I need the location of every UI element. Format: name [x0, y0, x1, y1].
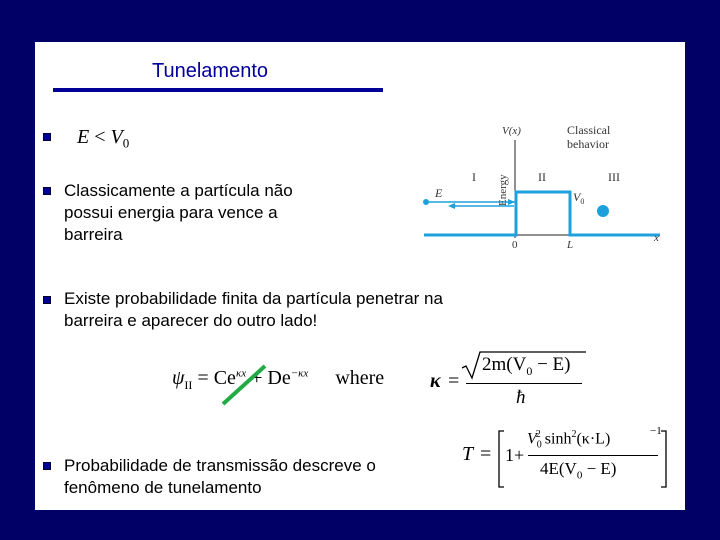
energy-axis-label: Energy — [497, 174, 509, 206]
particle-dot-region-iii — [597, 205, 609, 217]
t-fraction-bar — [528, 455, 658, 456]
t-one-plus: 1+ — [505, 445, 525, 465]
t-den-end: − E) — [582, 459, 617, 478]
t-num-sup: 2 — [535, 429, 541, 440]
vx-label: V(x) — [502, 125, 521, 137]
slide — [35, 42, 685, 510]
strike-mark — [215, 360, 275, 410]
kappa-symbol: κ — [430, 370, 441, 392]
kappa-equation — [430, 348, 590, 414]
region-ii-label: II — [538, 170, 546, 184]
bullet-line: Existe probabilidade finita da partícula penetrar na — [64, 289, 443, 308]
kappa-num-end: − E) — [532, 354, 571, 375]
particle-dot — [423, 199, 429, 205]
classical-label: Classical — [567, 123, 611, 137]
t-numerator — [527, 429, 610, 451]
transmission-equation — [460, 425, 675, 505]
l-label: L — [567, 239, 574, 251]
v0-var: V — [573, 190, 581, 204]
kappa-num-sub: 0 — [526, 363, 533, 378]
v0-label — [573, 190, 584, 206]
bullet-icon — [43, 133, 51, 141]
t-symbol: T — [462, 443, 474, 465]
energy-var: E — [77, 126, 90, 148]
where-word: where — [335, 367, 385, 389]
psi-symbol: ψ — [172, 367, 185, 389]
psi-subscript: II — [184, 378, 193, 392]
kappa-numerator — [482, 354, 570, 379]
t-num-v: V — [527, 430, 537, 448]
potential-curve — [424, 192, 660, 235]
x-axis-label: x — [654, 232, 659, 244]
behavior-label: behavior — [567, 137, 609, 151]
zero-label: 0 — [512, 239, 518, 251]
bullet-line: Classicamente a partícula não — [64, 181, 293, 200]
green-strike-line — [223, 366, 265, 404]
psi-exponent-2: −κx — [290, 367, 309, 380]
title-underline — [53, 88, 383, 92]
psi-plus-d: + De — [246, 367, 291, 389]
e-label: E — [435, 186, 443, 200]
potential-var: V — [110, 126, 123, 148]
t-num-arg: (κ·L) — [576, 430, 611, 448]
incident-arrowhead — [508, 199, 515, 205]
t-denominator — [540, 459, 616, 481]
bullet-line: barreira e aparecer do outro lado! — [64, 311, 318, 330]
bullet-condition — [77, 126, 129, 154]
hbar-symbol: ħ — [516, 387, 526, 408]
t-num-sub: 0 — [536, 439, 542, 451]
kappa-num-start: 2m(V — [482, 354, 527, 375]
bullet-classical — [64, 180, 293, 246]
t-exponent: −1 — [650, 425, 662, 437]
psi-equals-c: = C — [192, 367, 228, 389]
fraction-bar — [466, 383, 582, 384]
bullet-icon — [43, 187, 51, 195]
v0-sub: 0 — [580, 197, 585, 206]
psi-e1: e — [227, 367, 236, 389]
t-den-start: 4E(V — [540, 459, 577, 478]
less-than: < — [89, 126, 111, 148]
slide-title: Tunelamento — [152, 60, 268, 82]
barrier-diagram — [410, 80, 680, 252]
psi-exponent-1: κx — [235, 367, 247, 380]
bullet-line: Probabilidade de transmissão descreve o — [64, 456, 376, 475]
bullet-transmission — [64, 455, 376, 499]
t-num-sup2: 2 — [571, 429, 577, 440]
bullet-line: fenômeno de tunelamento — [64, 478, 262, 497]
bullet-line: possui energia para vence a — [64, 203, 278, 222]
t-num-sinh: sinh — [540, 430, 572, 448]
region-i-label: I — [472, 170, 476, 184]
bullet-tunneling — [64, 288, 443, 332]
potential-sub: 0 — [122, 135, 130, 151]
reflected-arrowhead — [448, 203, 455, 209]
region-iii-label: III — [608, 170, 620, 184]
bullet-icon — [43, 296, 51, 304]
t-equals: = — [480, 443, 492, 465]
bullet-line: barreira — [64, 225, 123, 244]
bullet-icon — [43, 462, 51, 470]
wavefunction-equation — [172, 367, 384, 393]
t-den-sub: 0 — [576, 469, 583, 482]
kappa-equals: = — [448, 370, 460, 392]
